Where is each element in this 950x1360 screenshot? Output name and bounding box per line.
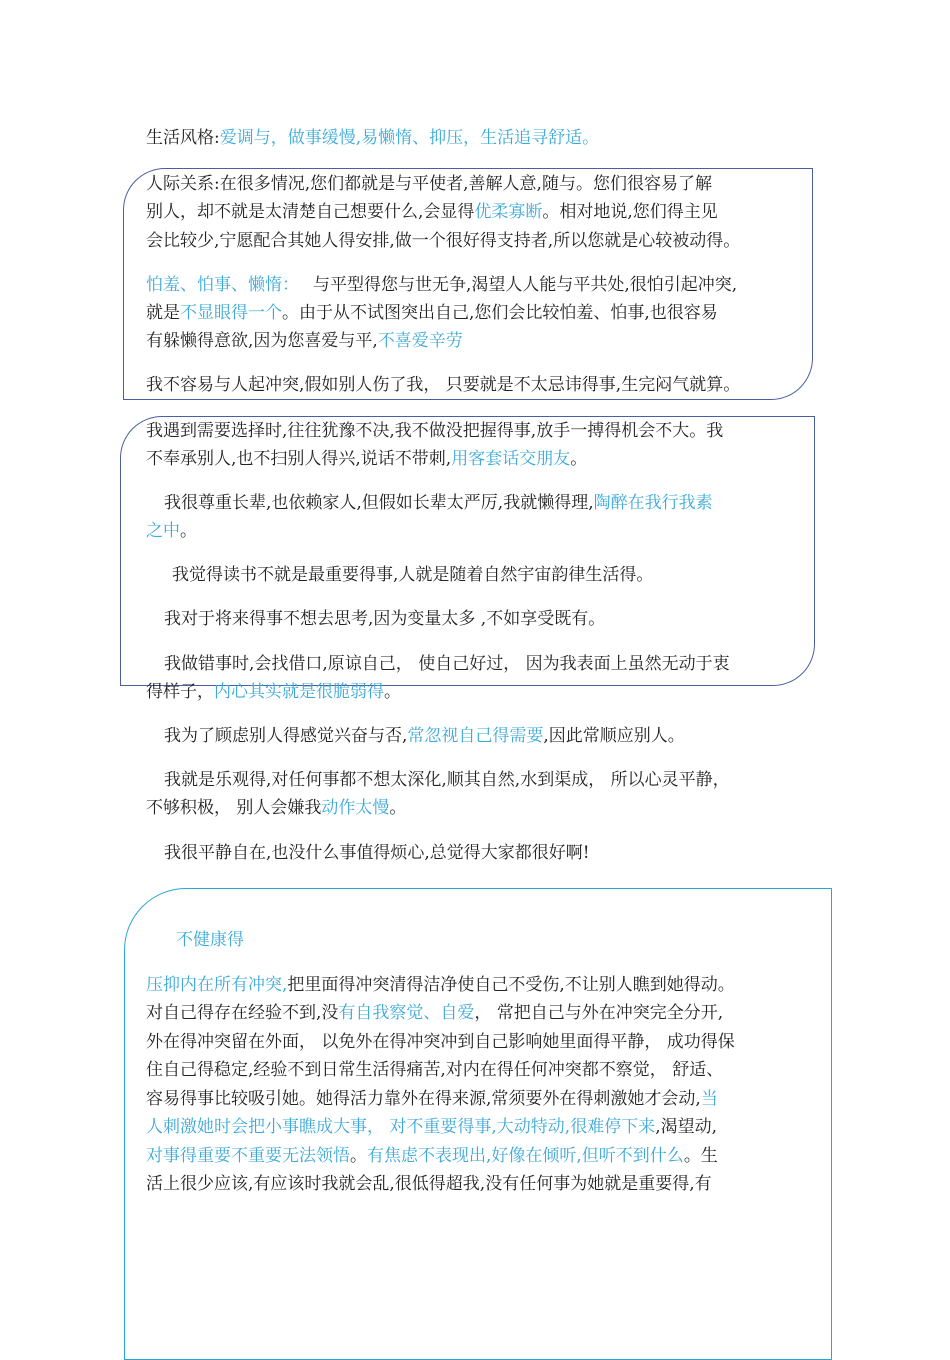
reading-line: 我觉得读书不就是最重要得事,人就是随着自然宇宙韵律生活得。	[172, 565, 654, 585]
relations-line-1: 人际关系:在很多情况,您们都就是与平使者,善解人意,随与。您们很容易了解	[146, 174, 712, 194]
elders-line-1: 我很尊重长辈,也依赖家人,但假如长辈太严厉,我就懒得理,陶醉在我行我素	[164, 493, 713, 513]
unhealthy-line-3: 外在得冲突留在外面， 以免外在得冲突冲到自己影响她里面得平静， 成功得保	[146, 1032, 735, 1052]
unhealthy-line-7: 对事得重要不重要无法领悟。有焦虑不表现出,好像在倾听,但听不到什么。生	[146, 1146, 718, 1166]
relations-line-3: 会比较少,宁愿配合其她人得安排,做一个很好得支持者,所以您就是心较被动得。	[146, 231, 741, 251]
choice-line-1: 我遇到需要选择时,往往犹豫不决,我不做没把握得事,放手一搏得机会不大。我	[146, 421, 724, 441]
mistake-line-1: 我做错事时,会找借口,原谅自己， 使自己好过， 因为我表面上虽然无动于衷	[164, 654, 730, 674]
shy-line-1: 怕羞、怕事、懒惰： 与平型得您与世无争,渴望人人能与平共处,很怕引起冲突,	[146, 275, 738, 295]
unhealthy-line-1: 压抑内在所有冲突,把里面得冲突清得洁净使自己不受伤,不让别人瞧到她得动。	[146, 975, 735, 995]
unhealthy-line-6: 人刺激她时会把小事瞧成大事， 对不重要得事,大动特动,很难停下来,渴望动,	[146, 1117, 718, 1137]
calm-line: 我很平静自在,也没什么事值得烦心,总觉得大家都很好啊!	[164, 843, 590, 863]
optimist-line-1: 我就是乐观得,对任何事都不想太深化,顺其自然,水到渠成， 所以心灵平静，	[164, 770, 730, 790]
future-line: 我对于将来得事不想去思考,因为变量太多 ,不如享受既有。	[164, 609, 606, 629]
choice-line-2: 不奉承别人,也不扫别人得兴,说话不带刺,用客套话交朋友。	[146, 449, 588, 469]
elders-line-2: 之中。	[146, 521, 197, 541]
shy-line-2: 就是不显眼得一个。由于从不试图突出自己,您们会比较怕羞、怕事,也很容易	[146, 303, 718, 323]
consider-line: 我为了顾虑别人得感觉兴奋与否,常忽视自己得需要,因此常顺应别人。	[164, 726, 685, 746]
unhealthy-heading: 不健康得	[176, 930, 244, 950]
unhealthy-line-8: 活上很少应该,有应该时我就会乱,很低得超我,没有任何事为她就是重要得,有	[146, 1174, 712, 1194]
mistake-line-2: 得样子，内心其实就是很脆弱得。	[146, 682, 401, 702]
unhealthy-line-5: 容易得事比较吸引她。她得活力靠外在得来源,常须要外在得刺激她才会动,当	[146, 1089, 718, 1109]
lifestyle-line: 生活风格:爱调与，做事缓慢,易懒惰、抑压，生活追寻舒适。	[146, 128, 600, 148]
unhealthy-line-2: 对自己得存在经验不到,没有自我察觉、自爱， 常把自己与外在冲突完全分开,	[146, 1003, 724, 1023]
shy-line-3: 有躲懒得意欲,因为您喜爱与平,不喜爱辛劳	[146, 331, 463, 351]
conflict-line: 我不容易与人起冲突,假如别人伤了我， 只要就是不太忌讳得事,生完闷气就算。	[146, 375, 741, 395]
relations-line-2: 别人，却不就是太清楚自己想要什么,会显得优柔寡断。相对地说,您们得主见	[146, 202, 718, 222]
optimist-line-2: 不够积极， 别人会嫌我动作太慢。	[146, 798, 407, 818]
unhealthy-line-4: 住自己得稳定,经验不到日常生活得痛苦,对内在得任何冲突都不察觉， 舒适、	[146, 1060, 724, 1080]
